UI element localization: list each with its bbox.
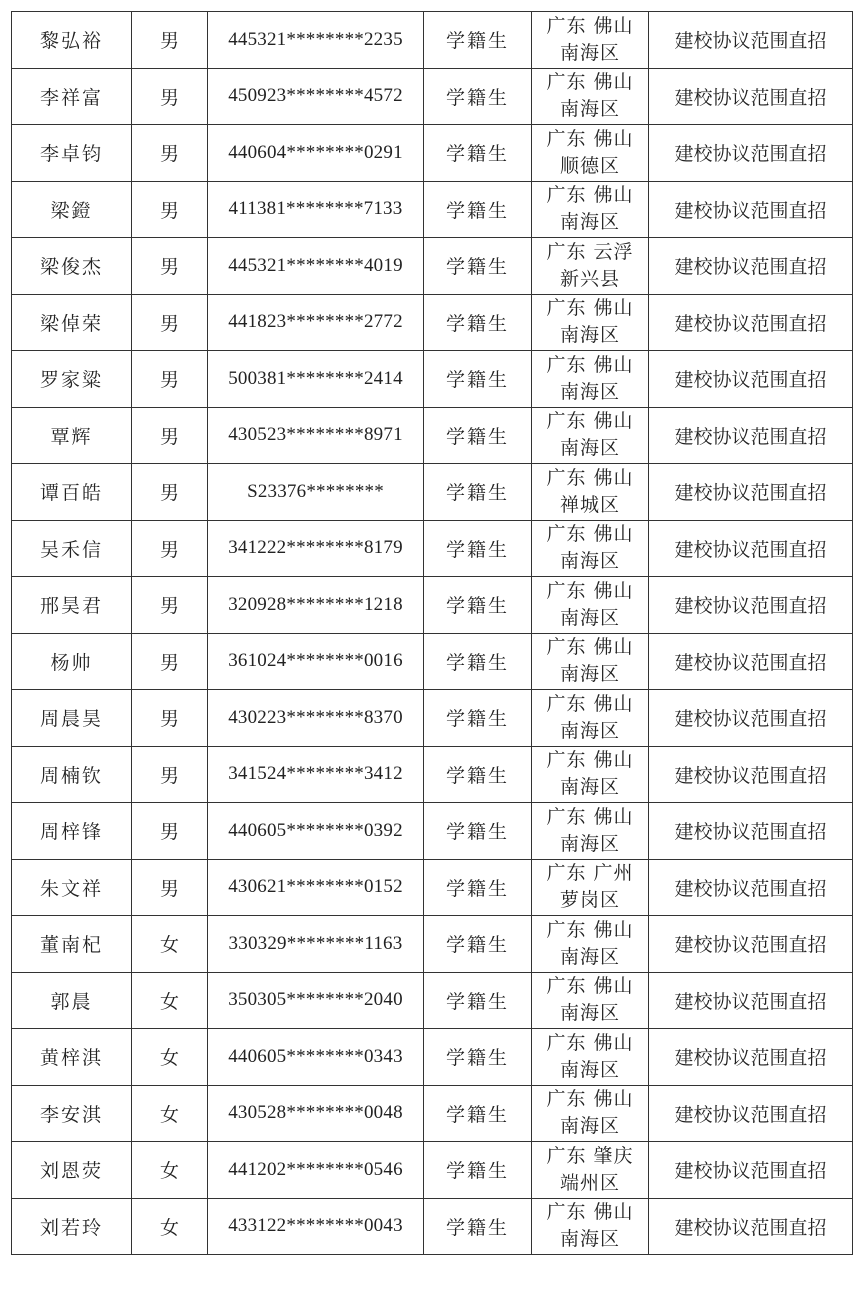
region-cell [532, 294, 649, 351]
region-city: 广东 广州 [546, 862, 634, 885]
gender-cell: 男 [132, 294, 208, 351]
id-number-cell: 341222********8179 [208, 520, 424, 577]
student-roster-table [11, 11, 853, 1255]
region-city: 广东 佛山 [546, 579, 634, 602]
region-cell [532, 1198, 649, 1255]
id-number-cell: 430621********0152 [208, 859, 424, 916]
admission-type-cell: 建校协议范围直招 [649, 577, 853, 634]
table-row [12, 1029, 853, 1086]
region-cell [532, 68, 649, 125]
table-row [12, 407, 853, 464]
table-row [12, 916, 853, 973]
region-cell [532, 181, 649, 238]
region-cell [532, 633, 649, 690]
region-city: 广东 佛山 [546, 1201, 634, 1224]
gender-cell: 男 [132, 407, 208, 464]
region-city: 广东 佛山 [546, 353, 634, 376]
enrollment-status-cell: 学籍生 [424, 859, 532, 916]
admission-type-cell: 建校协议范围直招 [649, 1198, 853, 1255]
region-district: 南海区 [559, 776, 620, 799]
table-row [12, 1198, 853, 1255]
gender-cell: 女 [132, 1085, 208, 1142]
gender-cell: 男 [132, 68, 208, 125]
region-district: 南海区 [559, 1002, 620, 1025]
admission-type-cell: 建校协议范围直招 [649, 12, 853, 69]
student-name-cell: 刘若玲 [12, 1198, 132, 1255]
admission-type-cell: 建校协议范围直招 [649, 68, 853, 125]
student-name-cell: 梁鐙 [12, 181, 132, 238]
region-city: 广东 佛山 [546, 975, 634, 998]
region-cell [532, 972, 649, 1029]
admission-type-cell: 建校协议范围直招 [649, 1142, 853, 1199]
table-row [12, 294, 853, 351]
region-city: 广东 佛山 [546, 71, 634, 94]
table-row [12, 633, 853, 690]
id-number-cell: 341524********3412 [208, 746, 424, 803]
gender-cell: 男 [132, 577, 208, 634]
table-row [12, 351, 853, 408]
region-city: 广东 佛山 [546, 184, 634, 207]
student-name-cell: 邢昊君 [12, 577, 132, 634]
table-row [12, 577, 853, 634]
region-city: 广东 佛山 [546, 523, 634, 546]
gender-cell: 男 [132, 238, 208, 295]
student-name-cell: 李卓钧 [12, 125, 132, 182]
admission-type-cell: 建校协议范围直招 [649, 859, 853, 916]
region-district: 萝岗区 [559, 889, 620, 912]
student-name-cell: 周梓锋 [12, 803, 132, 860]
region-city: 广东 佛山 [546, 410, 634, 433]
enrollment-status-cell: 学籍生 [424, 125, 532, 182]
enrollment-status-cell: 学籍生 [424, 972, 532, 1029]
enrollment-status-cell: 学籍生 [424, 803, 532, 860]
region-district: 南海区 [559, 663, 620, 686]
enrollment-status-cell: 学籍生 [424, 68, 532, 125]
student-name-cell: 董南杞 [12, 916, 132, 973]
region-cell [532, 916, 649, 973]
id-number-cell: 330329********1163 [208, 916, 424, 973]
admission-type-cell: 建校协议范围直招 [649, 351, 853, 408]
id-number-cell: 361024********0016 [208, 633, 424, 690]
roster-body [12, 12, 853, 1255]
admission-type-cell: 建校协议范围直招 [649, 916, 853, 973]
id-number-cell: 440605********0392 [208, 803, 424, 860]
enrollment-status-cell: 学籍生 [424, 351, 532, 408]
region-cell [532, 351, 649, 408]
table-row [12, 520, 853, 577]
table-row [12, 181, 853, 238]
enrollment-status-cell: 学籍生 [424, 690, 532, 747]
student-name-cell: 郭晨 [12, 972, 132, 1029]
table-row [12, 1142, 853, 1199]
admission-type-cell: 建校协议范围直招 [649, 1085, 853, 1142]
table-row [12, 125, 853, 182]
table-row [12, 12, 853, 69]
region-cell [532, 577, 649, 634]
id-number-cell: 320928********1218 [208, 577, 424, 634]
region-district: 南海区 [559, 550, 620, 573]
gender-cell: 男 [132, 181, 208, 238]
gender-cell: 男 [132, 633, 208, 690]
id-number-cell: 411381********7133 [208, 181, 424, 238]
student-name-cell: 李祥富 [12, 68, 132, 125]
region-district: 南海区 [559, 211, 620, 234]
admission-type-cell: 建校协议范围直招 [649, 633, 853, 690]
gender-cell: 男 [132, 12, 208, 69]
admission-type-cell: 建校协议范围直招 [649, 464, 853, 521]
region-cell [532, 1085, 649, 1142]
id-number-cell: 430528********0048 [208, 1085, 424, 1142]
student-name-cell: 刘恩荧 [12, 1142, 132, 1199]
admission-type-cell: 建校协议范围直招 [649, 294, 853, 351]
admission-type-cell: 建校协议范围直招 [649, 1029, 853, 1086]
region-cell [532, 520, 649, 577]
table-row [12, 803, 853, 860]
student-name-cell: 黎弘裕 [12, 12, 132, 69]
student-name-cell: 黄梓淇 [12, 1029, 132, 1086]
region-city: 广东 佛山 [546, 692, 634, 715]
id-number-cell: 440605********0343 [208, 1029, 424, 1086]
region-cell [532, 1142, 649, 1199]
region-district: 南海区 [559, 98, 620, 121]
enrollment-status-cell: 学籍生 [424, 746, 532, 803]
enrollment-status-cell: 学籍生 [424, 407, 532, 464]
region-city: 广东 佛山 [546, 1031, 634, 1054]
region-city: 广东 佛山 [546, 918, 634, 941]
table-row [12, 859, 853, 916]
table-row [12, 1085, 853, 1142]
admission-type-cell: 建校协议范围直招 [649, 238, 853, 295]
region-cell [532, 690, 649, 747]
region-cell [532, 464, 649, 521]
enrollment-status-cell: 学籍生 [424, 12, 532, 69]
enrollment-status-cell: 学籍生 [424, 577, 532, 634]
id-number-cell: 433122********0043 [208, 1198, 424, 1255]
enrollment-status-cell: 学籍生 [424, 633, 532, 690]
region-city: 广东 佛山 [546, 805, 634, 828]
table-row [12, 68, 853, 125]
region-cell [532, 746, 649, 803]
region-district: 南海区 [559, 1115, 620, 1138]
region-city: 广东 云浮 [546, 240, 634, 263]
student-name-cell: 李安淇 [12, 1085, 132, 1142]
student-name-cell: 杨帅 [12, 633, 132, 690]
region-city: 广东 佛山 [546, 127, 634, 150]
region-district: 南海区 [559, 380, 620, 403]
region-cell [532, 12, 649, 69]
enrollment-status-cell: 学籍生 [424, 520, 532, 577]
student-name-cell: 吴禾信 [12, 520, 132, 577]
region-cell [532, 803, 649, 860]
student-name-cell: 谭百皓 [12, 464, 132, 521]
enrollment-status-cell: 学籍生 [424, 294, 532, 351]
gender-cell: 男 [132, 746, 208, 803]
region-district: 南海区 [559, 1228, 620, 1251]
id-number-cell: 500381********2414 [208, 351, 424, 408]
region-city: 广东 佛山 [546, 636, 634, 659]
table-row [12, 690, 853, 747]
gender-cell: 女 [132, 916, 208, 973]
gender-cell: 女 [132, 1142, 208, 1199]
region-district: 南海区 [559, 606, 620, 629]
gender-cell: 女 [132, 1029, 208, 1086]
student-name-cell: 罗家粱 [12, 351, 132, 408]
admission-type-cell: 建校协议范围直招 [649, 181, 853, 238]
id-number-cell: 445321********2235 [208, 12, 424, 69]
table-row [12, 746, 853, 803]
enrollment-status-cell: 学籍生 [424, 1085, 532, 1142]
student-name-cell: 周晨昊 [12, 690, 132, 747]
region-city: 广东 肇庆 [546, 1144, 634, 1167]
admission-type-cell: 建校协议范围直招 [649, 407, 853, 464]
gender-cell: 女 [132, 972, 208, 1029]
gender-cell: 男 [132, 520, 208, 577]
id-number-cell: 441202********0546 [208, 1142, 424, 1199]
id-number-cell: 441823********2772 [208, 294, 424, 351]
id-number-cell: S23376******** [208, 464, 424, 521]
enrollment-status-cell: 学籍生 [424, 181, 532, 238]
region-city: 广东 佛山 [546, 749, 634, 772]
table-row [12, 238, 853, 295]
region-district: 新兴县 [559, 267, 620, 290]
enrollment-status-cell: 学籍生 [424, 916, 532, 973]
region-district: 禅城区 [559, 493, 620, 516]
table-row [12, 972, 853, 1029]
id-number-cell: 350305********2040 [208, 972, 424, 1029]
region-district: 南海区 [559, 41, 620, 64]
student-name-cell: 周楠钦 [12, 746, 132, 803]
region-district: 南海区 [559, 945, 620, 968]
gender-cell: 男 [132, 125, 208, 182]
student-name-cell: 梁俊杰 [12, 238, 132, 295]
id-number-cell: 445321********4019 [208, 238, 424, 295]
table-row [12, 464, 853, 521]
region-cell [532, 1029, 649, 1086]
gender-cell: 男 [132, 690, 208, 747]
id-number-cell: 430523********8971 [208, 407, 424, 464]
enrollment-status-cell: 学籍生 [424, 464, 532, 521]
id-number-cell: 430223********8370 [208, 690, 424, 747]
admission-type-cell: 建校协议范围直招 [649, 972, 853, 1029]
gender-cell: 男 [132, 803, 208, 860]
student-name-cell: 覃辉 [12, 407, 132, 464]
gender-cell: 女 [132, 1198, 208, 1255]
gender-cell: 男 [132, 351, 208, 408]
enrollment-status-cell: 学籍生 [424, 1198, 532, 1255]
admission-type-cell: 建校协议范围直招 [649, 746, 853, 803]
gender-cell: 男 [132, 464, 208, 521]
gender-cell: 男 [132, 859, 208, 916]
region-city: 广东 佛山 [546, 1088, 634, 1111]
enrollment-status-cell: 学籍生 [424, 1142, 532, 1199]
region-cell [532, 859, 649, 916]
region-district: 南海区 [559, 1058, 620, 1081]
student-name-cell: 朱文祥 [12, 859, 132, 916]
region-city: 广东 佛山 [546, 14, 634, 37]
region-district: 南海区 [559, 832, 620, 855]
admission-type-cell: 建校协议范围直招 [649, 520, 853, 577]
region-cell [532, 125, 649, 182]
region-district: 南海区 [559, 437, 620, 460]
region-district: 南海区 [559, 719, 620, 742]
region-city: 广东 佛山 [546, 297, 634, 320]
region-cell [532, 407, 649, 464]
region-district: 端州区 [559, 1171, 620, 1194]
region-city: 广东 佛山 [546, 466, 634, 489]
student-name-cell: 梁倬荣 [12, 294, 132, 351]
admission-type-cell: 建校协议范围直招 [649, 125, 853, 182]
enrollment-status-cell: 学籍生 [424, 1029, 532, 1086]
enrollment-status-cell: 学籍生 [424, 238, 532, 295]
admission-type-cell: 建校协议范围直招 [649, 803, 853, 860]
region-cell [532, 238, 649, 295]
id-number-cell: 440604********0291 [208, 125, 424, 182]
id-number-cell: 450923********4572 [208, 68, 424, 125]
region-district: 南海区 [559, 324, 620, 347]
region-district: 顺德区 [559, 154, 620, 177]
admission-type-cell: 建校协议范围直招 [649, 690, 853, 747]
